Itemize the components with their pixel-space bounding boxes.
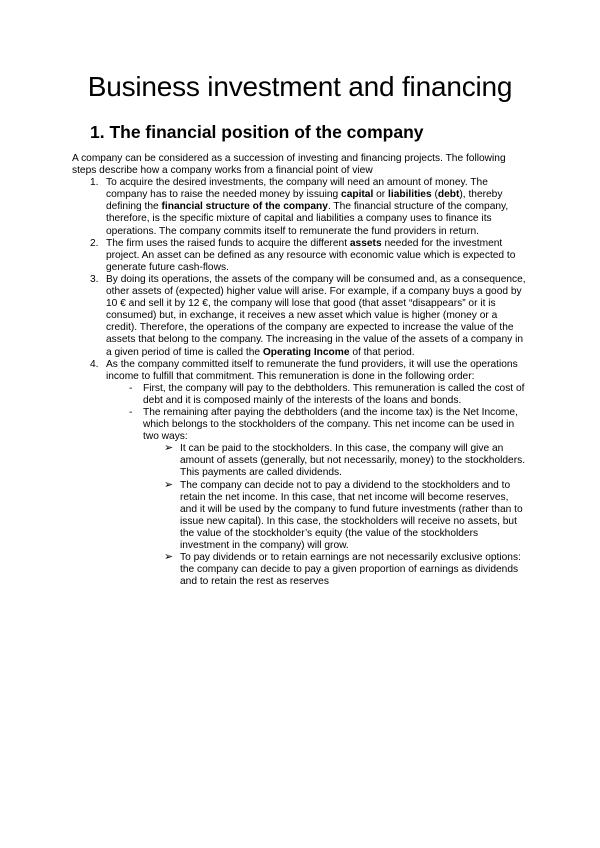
item-text: The firm uses the raised funds to acquire the different xyxy=(106,237,350,249)
intro-paragraph: A company can be considered as a succession of investing and financing projects. The following steps describe how a company works from a financial point of view xyxy=(72,153,506,177)
document-body xyxy=(72,153,528,588)
item-text: By doing its operations, the assets of the company will be consumed and, as a consequence, other assets of (expected) higher value will arise. For example, if a company buys a good by 10 € and sell it by 12 €, the company will lose that good (that asset “disappears” or it is consumed) but, in exchange, it receives a new asset which value is higher (money or a credit). Therefore, the operations of the company are expected to increase the value of the assets that belong to the company. The increasing in the value of the assets of a company in a given period of time is called the xyxy=(106,273,526,358)
item-text: To acquire the desired investments, the company will need an amount of money. The company has to raise the needed money by issuing xyxy=(106,177,488,201)
arrow-item xyxy=(143,480,528,553)
list-item xyxy=(72,274,528,359)
bold-term: capital xyxy=(341,189,374,201)
bold-term: liabilities xyxy=(388,189,432,201)
list-number: 3. xyxy=(90,273,99,285)
bold-term: assets xyxy=(349,237,382,249)
arrow-item xyxy=(143,552,528,588)
arrow-text: It can be paid to the stockholders. In this case, the company will give an amount of assets (generally, but not necessarily, money) to the stockholders. This payments are called dividends. xyxy=(180,443,526,479)
bold-term: financial structure of the company xyxy=(161,201,328,213)
dash-item xyxy=(106,407,528,588)
arrow-list xyxy=(143,443,528,588)
arrow-bullet-icon: ➢ xyxy=(164,478,174,491)
item-text: needed for the investment project. An asset can be defined as any resource with economic value which is expected to generate future cash-flows. xyxy=(106,237,516,273)
item-text: ), thereby defining the xyxy=(106,189,503,213)
list-item xyxy=(72,177,528,237)
item-text: As the company committed itself to remunerate the fund providers, it will use the operations income to fulfill that commitment. This remuneration is done in the following order: xyxy=(106,358,518,382)
arrow-text: To pay dividends or to retain earnings are not necessarily exclusive options: the company can decide to pay a given proportion of earnings as dividends and to retain the rest as reserves xyxy=(180,552,521,588)
dash-list xyxy=(106,383,528,589)
dash-bullet: - xyxy=(129,406,133,418)
arrow-item xyxy=(143,443,528,479)
item-text: or xyxy=(373,189,389,201)
list-number: 4. xyxy=(90,358,99,370)
steps-list xyxy=(72,177,528,588)
arrow-text: The company can decide not to pay a dividend to the stockholders and to retain the net income. In this case, that net income will become reserves, and it will be used by the company to fund future investments (rather than to issue new capital). In this case, the stockholders will receive no assets, but the value of the stockholder’s equity (the value of the stockholders investment in the company) will grow. xyxy=(180,479,523,551)
list-number: 1. xyxy=(90,177,99,189)
dash-text: The remaining after paying the debtholders (and the income tax) is the Net Income, which belongs to the stockholders of the company. This net income can be used in two ways: xyxy=(143,406,518,443)
dash-item xyxy=(106,383,528,407)
item-text: . The financial structure of the company, therefore, is the specific mixture of capital and liabilities a company uses to finance its operations. The company commits itself to remunerate the fund providers in return. xyxy=(106,201,509,237)
bold-term: Operating Income xyxy=(262,346,350,358)
list-number: 2. xyxy=(90,237,99,249)
list-item xyxy=(72,238,528,274)
bold-term: debt xyxy=(437,189,460,201)
arrow-bullet-icon: ➢ xyxy=(164,551,174,564)
document-title: Business investment and financing xyxy=(87,71,513,102)
list-item xyxy=(72,359,528,589)
dash-text: First, the company will pay to the debtholders. This remuneration is called the cost of debt and it is composed mainly of the interests of the loans and bonds. xyxy=(143,382,525,406)
dash-bullet: - xyxy=(129,382,133,394)
item-text: ( xyxy=(431,189,438,201)
item-text: of that period. xyxy=(349,346,415,358)
arrow-bullet-icon: ➢ xyxy=(164,442,174,455)
section-heading: 1. The financial position of the company xyxy=(90,122,424,142)
